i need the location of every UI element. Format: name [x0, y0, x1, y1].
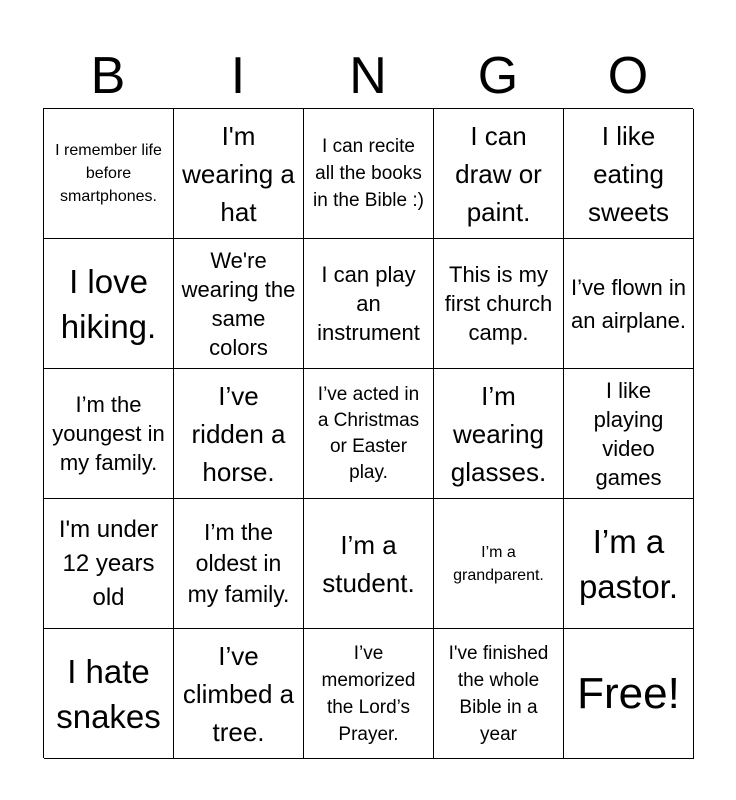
cell-text: I’m a student. [322, 529, 415, 598]
header-letter-n: N [349, 47, 387, 105]
cell-text: I’ve ridden a horse. [191, 380, 286, 487]
header-letter-i: I [230, 47, 246, 105]
cell-text: I remember life before smartphones. [55, 142, 162, 205]
free-space-text: Free! [577, 668, 680, 718]
bingo-cell[interactable] [304, 109, 434, 239]
cell-text: I hate snakes [56, 652, 161, 735]
cell-text: I’ve acted in a Christmas or Easter play. [317, 383, 420, 483]
bingo-cell[interactable] [564, 499, 694, 629]
cell-text: I’ve memorized the Lord’s Prayer. [321, 642, 416, 745]
cell-text: I'm under 12 years old [58, 515, 159, 611]
cell-text: I like eating sweets [588, 120, 669, 227]
free-space-cell[interactable] [564, 629, 694, 759]
bingo-cell[interactable] [44, 369, 174, 499]
cell-text: I love hiking. [60, 262, 157, 345]
cell-text: This is my first church camp. [444, 262, 553, 345]
cell-text: I can recite all the books in the Bible :) [313, 136, 424, 211]
cell-text: I’m the oldest in my family. [187, 519, 290, 607]
bingo-cell[interactable] [564, 109, 694, 239]
bingo-cell[interactable] [434, 109, 564, 239]
bingo-cell[interactable] [304, 369, 434, 499]
bingo-cell[interactable] [174, 369, 304, 499]
header-letter-g: G [477, 47, 519, 105]
bingo-cell[interactable] [44, 629, 174, 759]
bingo-cell[interactable] [434, 369, 564, 499]
bingo-cell[interactable] [174, 239, 304, 369]
cell-text: I’m a pastor. [578, 522, 679, 605]
cell-text: I’m the youngest in my family. [52, 392, 165, 475]
cell-text: I'm wearing a hat [182, 120, 295, 227]
bingo-cell[interactable] [304, 629, 434, 759]
bingo-cell[interactable] [44, 499, 174, 629]
cell-text: I can play an instrument [317, 262, 420, 345]
bingo-cell[interactable] [44, 109, 174, 239]
bingo-cell[interactable] [174, 499, 304, 629]
cell-text: I like playing video games [593, 377, 664, 490]
bingo-cell[interactable] [434, 239, 564, 369]
bingo-cell[interactable] [564, 239, 694, 369]
cell-text: I’ve climbed a tree. [182, 640, 295, 747]
cell-text: I can draw or paint. [455, 120, 542, 227]
bingo-header [43, 44, 693, 108]
cell-text: I've finished the whole Bible in a year [448, 642, 549, 745]
bingo-card [43, 108, 693, 758]
cell-text: We're wearing the same colors [181, 247, 296, 360]
bingo-cell[interactable] [434, 499, 564, 629]
cell-text: I’m a grandparent. [453, 543, 544, 584]
cell-text: I’m wearing glasses. [450, 380, 547, 487]
bingo-cell[interactable] [44, 239, 174, 369]
cell-text: I’ve flown in an airplane. [571, 274, 686, 333]
header-letter-b: B [90, 47, 126, 105]
bingo-cell[interactable] [304, 239, 434, 369]
bingo-cell[interactable] [174, 629, 304, 759]
bingo-cell[interactable] [564, 369, 694, 499]
bingo-cell[interactable] [174, 109, 304, 239]
bingo-cell[interactable] [304, 499, 434, 629]
header-letter-o: O [607, 47, 649, 105]
bingo-cell[interactable] [434, 629, 564, 759]
